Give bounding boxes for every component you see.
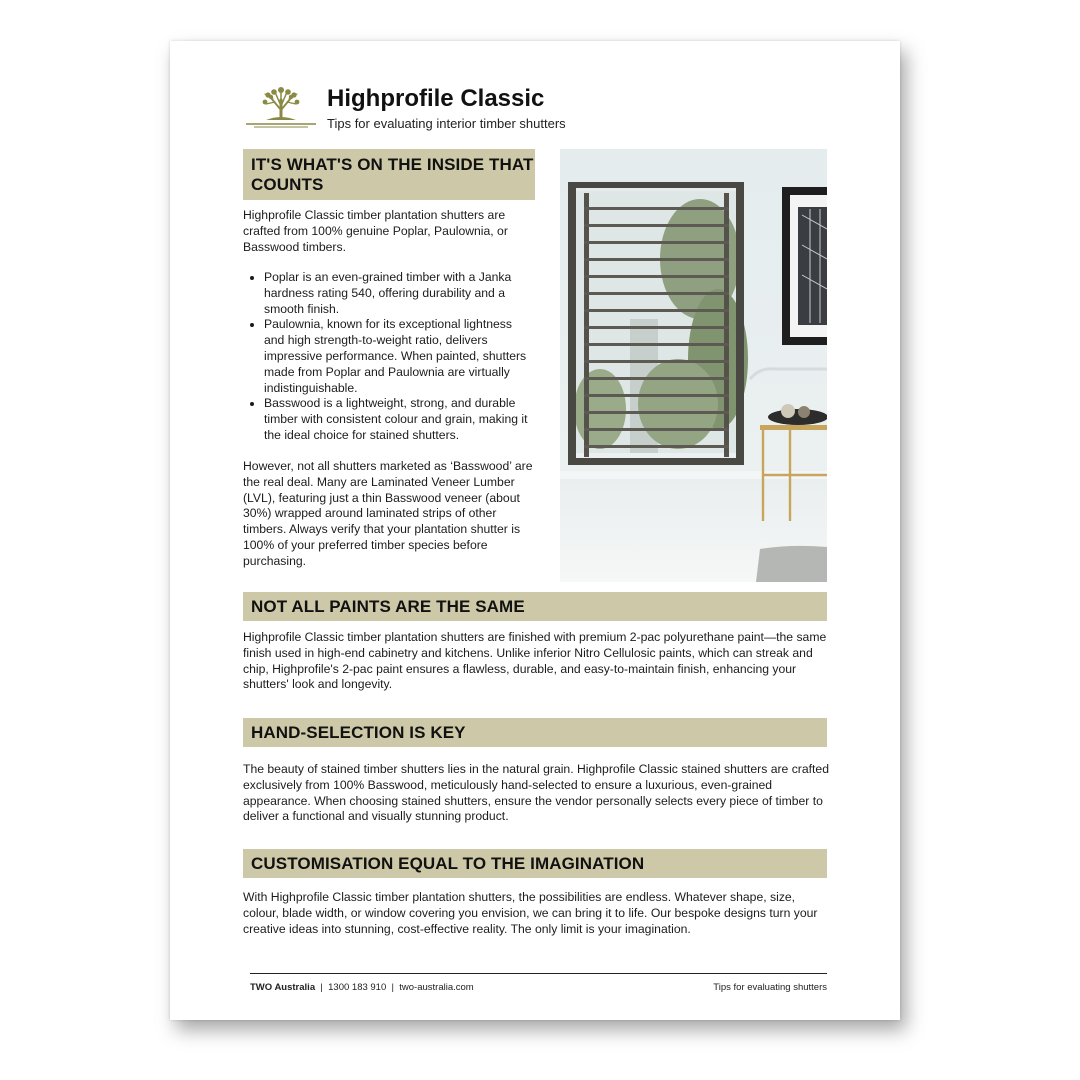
timber-bullet-list [243,270,535,444]
inside-closing-paragraph: However, not all shutters marketed as ‘Basswood’ are the real deal. Many are Laminated Veneer Lumber (LVL), featuring just a thin Basswood veneer (about 30%) wrapped around laminated strips of other timbers. Always verify that your plantation shutter is 100% of your preferred timber species before purchasing. [243,459,533,568]
section-heading-hand-selection: HAND-SELECTION IS KEY [243,718,827,747]
page-subtitle: Tips for evaluating interior timber shutters [327,116,566,131]
footer-contact [250,982,474,993]
footer-divider [250,973,827,974]
customisation-paragraph: With Highprofile Classic timber plantation shutters, the possibilities are endless. Whatever shape, size, colour, blade width, or window covering you envision, we can bring it to life. Our bespoke designs turn your creative ideas into stunning, cost-effective reality. The only limit is your imagination. [243,890,818,936]
paints-paragraph: Highprofile Classic timber plantation shutters are finished with premium 2-pac polyurethane paint—the same finish used in high-end cabinetry and kitchens. Unlike inferior Nitro Cellulosic paints, which can streak and chip, Highprofile's 2-pac paint ensures a flawless, durable, and easy-to-maintain finish, enhancing your shutters' look and longevity. [243,630,827,692]
document-page [170,41,900,1020]
section-heading-customisation: CUSTOMISATION EQUAL TO THE IMAGINATION [243,849,827,878]
section-heading-inside: IT'S WHAT'S ON THE INSIDE THAT COUNTS [243,149,535,200]
footer-tagline: Tips for evaluating shutters [713,982,827,993]
inside-intro-paragraph: Highprofile Classic timber plantation shutters are crafted from 100% genuine Poplar, Paulownia, or Basswood timbers. [243,208,508,254]
tree-logo-icon [244,86,318,132]
footer-company: TWO Australia [250,982,316,993]
list-item: • Poplar is an even-grained timber with a Janka hardness rating 540, offering durability and a smooth finish. [264,270,535,317]
list-item: • Basswood is a lightweight, strong, and durable timber with consistent colour and grain, making it the ideal choice for stained shutters. [264,396,535,443]
shutter-window-photo [560,149,827,582]
page-title: Highprofile Classic [327,85,545,112]
list-item: • Paulownia, known for its exceptional lightness and high strength-to-weight ratio, delivers impressive performance. When painted, shutters made from Poplar and Paulownia are virtually indistinguishable. [264,317,535,396]
hand-selection-paragraph: The beauty of stained timber shutters lies in the natural grain. Highprofile Classic stained shutters are crafted exclusively from 100% Basswood, meticulously hand-selected to ensure a luxurious, even-grained appearance. When choosing stained shutters, ensure the vendor personally selects every piece of timber to deliver a functional and visually stunning product. [243,762,829,824]
footer-contact-details: | 1300 183 910 | two-australia.com [315,982,474,993]
section-heading-paints: NOT ALL PAINTS ARE THE SAME [243,592,827,621]
